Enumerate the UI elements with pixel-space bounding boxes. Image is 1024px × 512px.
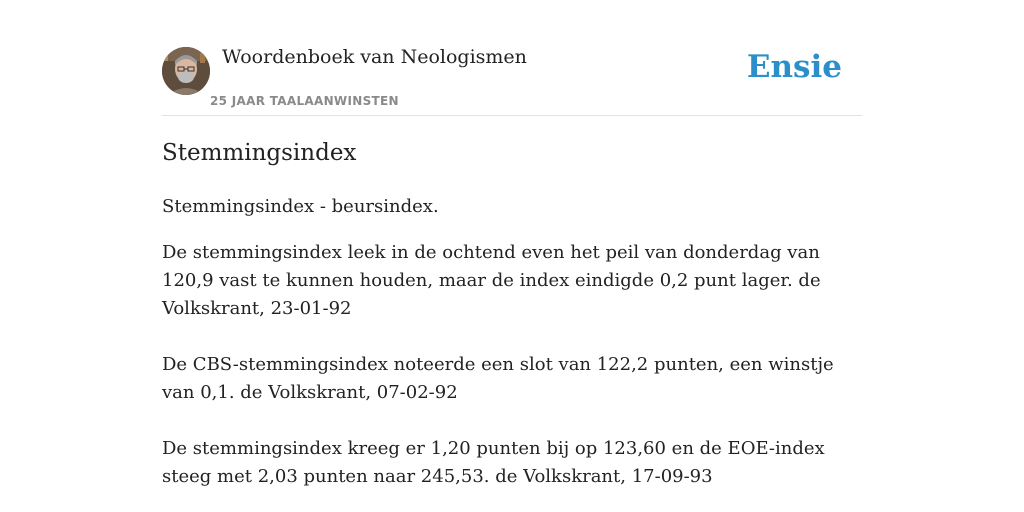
entry-definition: Stemmingsindex - beursindex. — [162, 196, 439, 217]
quote-paragraph: De CBS-stemmingsindex noteerde een slot van 122,2 punten, een winstje van 0,1. de Volkskrant, 07-02-92 — [162, 354, 834, 403]
site-title-link[interactable]: Woordenboek van Neologismen — [222, 46, 527, 68]
author-portrait-icon[interactable] — [162, 47, 210, 95]
site-subtitle: 25 JAAR TAALAANWINSTEN — [210, 94, 399, 108]
brand-logo-link[interactable]: Ensie — [746, 49, 842, 85]
page — [162, 0, 862, 512]
quote-paragraph: De stemmingsindex kreeg er 1,20 punten bij op 123,60 en de EOE-index steeg met 2,03 punten naar 245,53. de Volkskrant, 17-09-93 — [162, 438, 825, 487]
entry-title: Stemmingsindex — [162, 140, 357, 166]
quote-paragraph: De stemmingsindex leek in de ochtend even het peil van donderdag van 120,9 vast te kunnen houden, maar de index eindigde 0,2 punt lager. de Volkskrant, 23-01-92 — [162, 242, 821, 319]
header-divider — [162, 115, 862, 116]
